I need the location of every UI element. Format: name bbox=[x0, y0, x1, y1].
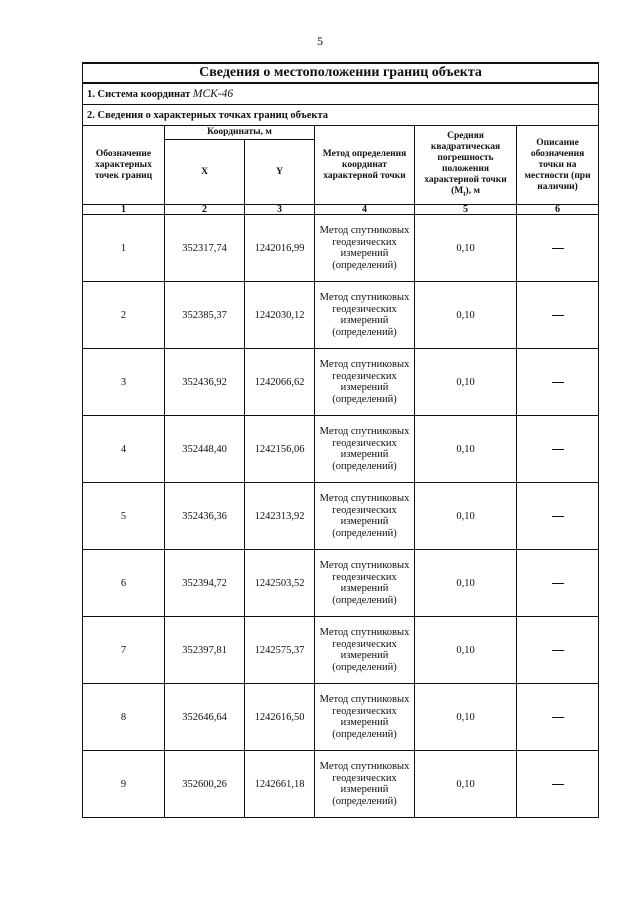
x-coordinate-cell: 352397,81 bbox=[165, 617, 245, 684]
coordinate-system bbox=[83, 83, 599, 105]
y-coordinate-cell: 1242616,50 bbox=[245, 684, 315, 751]
method-cell: Метод спутниковых геодезических измерений (определений) bbox=[315, 349, 415, 416]
method-cell: Метод спутниковых геодезических измерений (определений) bbox=[315, 617, 415, 684]
boundary-points-table bbox=[82, 62, 599, 818]
dash-mark bbox=[552, 650, 564, 651]
method-cell: Метод спутниковых геодезических измерений (определений) bbox=[315, 215, 415, 282]
table-title: Сведения о местоположении границ объекта bbox=[83, 63, 599, 83]
x-coordinate-cell: 352448,40 bbox=[165, 416, 245, 483]
coordinate-system-value: МСК-46 bbox=[192, 88, 234, 100]
x-coordinate-cell: 352600,26 bbox=[165, 751, 245, 818]
header-coordinates: Координаты, м bbox=[165, 126, 315, 140]
description-cell bbox=[517, 550, 599, 617]
table-row bbox=[83, 617, 599, 684]
coordinate-system-row bbox=[83, 83, 599, 105]
column-number-row bbox=[83, 205, 599, 215]
dash-mark bbox=[552, 315, 564, 316]
y-coordinate-cell: 1242661,18 bbox=[245, 751, 315, 818]
dash-mark bbox=[552, 248, 564, 249]
header-error-sub: t bbox=[463, 189, 466, 198]
error-cell: 0,10 bbox=[415, 282, 517, 349]
table-row bbox=[83, 751, 599, 818]
points-section-row bbox=[83, 105, 599, 126]
table-row bbox=[83, 483, 599, 550]
table-row bbox=[83, 215, 599, 282]
point-id-cell: 9 bbox=[83, 751, 165, 818]
y-coordinate-cell: 1242313,92 bbox=[245, 483, 315, 550]
page-number: 5 bbox=[317, 34, 323, 48]
x-coordinate-cell: 352436,92 bbox=[165, 349, 245, 416]
y-coordinate-cell: 1242016,99 bbox=[245, 215, 315, 282]
error-cell: 0,10 bbox=[415, 349, 517, 416]
x-coordinate-cell: 352646,64 bbox=[165, 684, 245, 751]
column-number: 2 bbox=[165, 205, 245, 215]
column-number: 6 bbox=[517, 205, 599, 215]
point-id-cell: 2 bbox=[83, 282, 165, 349]
dash-mark bbox=[552, 717, 564, 718]
description-cell bbox=[517, 684, 599, 751]
point-id-cell: 4 bbox=[83, 416, 165, 483]
table-row bbox=[83, 684, 599, 751]
header-x: X bbox=[165, 140, 245, 205]
error-cell: 0,10 bbox=[415, 751, 517, 818]
description-cell bbox=[517, 751, 599, 818]
header-description: Описание обозначения точки на местности (при наличии) bbox=[517, 126, 599, 205]
description-cell bbox=[517, 215, 599, 282]
header-error-unit: ), м bbox=[465, 185, 480, 196]
coordinate-system-label: 1. Система координат bbox=[87, 89, 191, 100]
header-error bbox=[415, 126, 517, 205]
description-cell bbox=[517, 282, 599, 349]
y-coordinate-cell: 1242156,06 bbox=[245, 416, 315, 483]
method-cell: Метод спутниковых геодезических измерений (определений) bbox=[315, 416, 415, 483]
error-cell: 0,10 bbox=[415, 684, 517, 751]
dash-mark bbox=[552, 583, 564, 584]
dash-mark bbox=[552, 382, 564, 383]
header-y: Y bbox=[245, 140, 315, 205]
table-row bbox=[83, 550, 599, 617]
point-id-cell: 8 bbox=[83, 684, 165, 751]
description-cell bbox=[517, 483, 599, 550]
error-cell: 0,10 bbox=[415, 617, 517, 684]
header-point-id: Обозначение характерных точек границ bbox=[83, 126, 165, 205]
column-number: 4 bbox=[315, 205, 415, 215]
method-cell: Метод спутниковых геодезических измерений (определений) bbox=[315, 684, 415, 751]
error-cell: 0,10 bbox=[415, 483, 517, 550]
column-number: 5 bbox=[415, 205, 517, 215]
description-cell bbox=[517, 617, 599, 684]
method-cell: Метод спутниковых геодезических измерений (определений) bbox=[315, 550, 415, 617]
dash-mark bbox=[552, 516, 564, 517]
method-cell: Метод спутниковых геодезических измерений (определений) bbox=[315, 483, 415, 550]
header-error-text: Средняя квадратическая погрешность положения характерной точки (M bbox=[424, 130, 507, 196]
x-coordinate-cell: 352394,72 bbox=[165, 550, 245, 617]
point-id-cell: 3 bbox=[83, 349, 165, 416]
x-coordinate-cell: 352385,37 bbox=[165, 282, 245, 349]
dash-mark bbox=[552, 449, 564, 450]
error-cell: 0,10 bbox=[415, 550, 517, 617]
point-id-cell: 6 bbox=[83, 550, 165, 617]
table-row bbox=[83, 282, 599, 349]
header-method: Метод определения координат характерной точки bbox=[315, 126, 415, 205]
column-number: 1 bbox=[83, 205, 165, 215]
points-section-title: 2. Сведения о характерных точках границ объекта bbox=[83, 105, 599, 126]
point-id-cell: 1 bbox=[83, 215, 165, 282]
table-row bbox=[83, 349, 599, 416]
error-cell: 0,10 bbox=[415, 416, 517, 483]
method-cell: Метод спутниковых геодезических измерений (определений) bbox=[315, 751, 415, 818]
y-coordinate-cell: 1242030,12 bbox=[245, 282, 315, 349]
column-number: 3 bbox=[245, 205, 315, 215]
dash-mark bbox=[552, 784, 564, 785]
title-row bbox=[83, 63, 599, 83]
description-cell bbox=[517, 349, 599, 416]
x-coordinate-cell: 352317,74 bbox=[165, 215, 245, 282]
error-cell: 0,10 bbox=[415, 215, 517, 282]
description-cell bbox=[517, 416, 599, 483]
point-id-cell: 7 bbox=[83, 617, 165, 684]
point-id-cell: 5 bbox=[83, 483, 165, 550]
table-row bbox=[83, 416, 599, 483]
y-coordinate-cell: 1242066,62 bbox=[245, 349, 315, 416]
y-coordinate-cell: 1242575,37 bbox=[245, 617, 315, 684]
y-coordinate-cell: 1242503,52 bbox=[245, 550, 315, 617]
x-coordinate-cell: 352436,36 bbox=[165, 483, 245, 550]
method-cell: Метод спутниковых геодезических измерений (определений) bbox=[315, 282, 415, 349]
header-row-top bbox=[83, 126, 599, 140]
